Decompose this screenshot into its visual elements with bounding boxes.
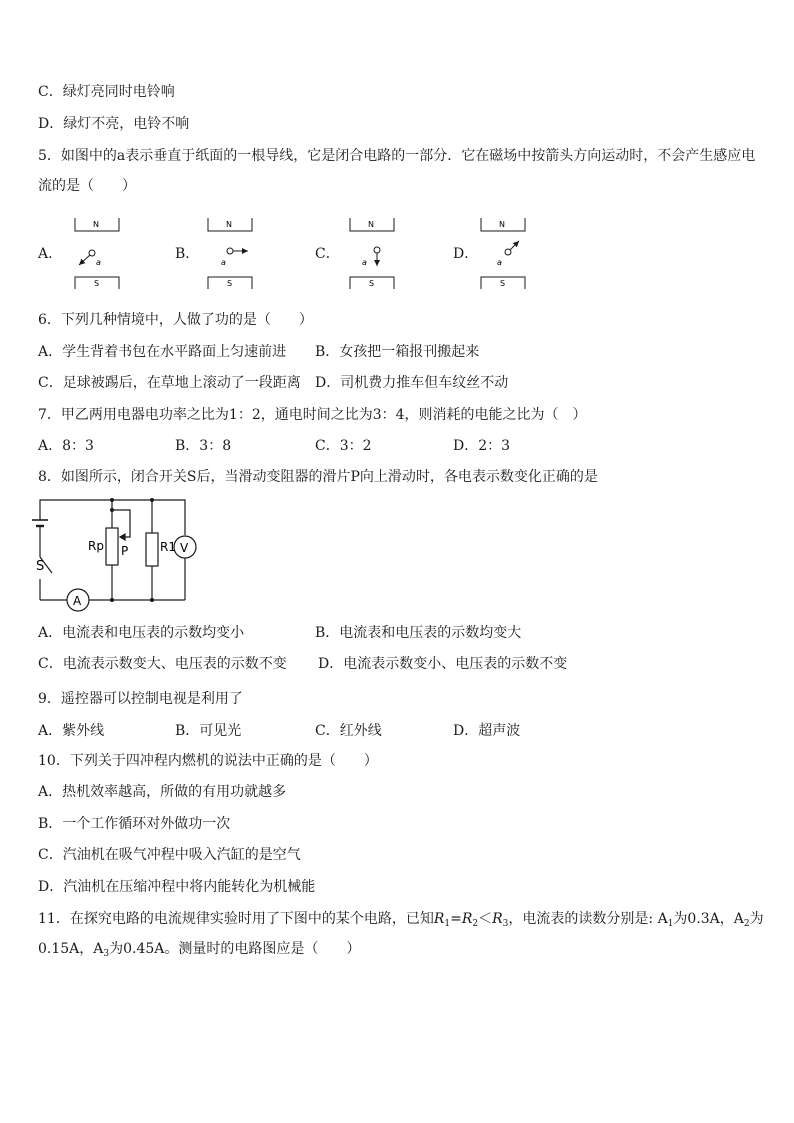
q5-label-d: D． (453, 246, 479, 262)
q5-figure-d (481, 218, 525, 289)
q6-option-c: C．足球被踢后，在草地上滚动了一段距离 (38, 375, 301, 391)
q8-option-d: D．电流表示数变小、电压表的示数不变 (318, 656, 568, 672)
q5-b-wire-label: a (221, 258, 226, 267)
q8-label-r1: R1 (160, 540, 176, 554)
q5-b-north-label: N (226, 220, 232, 229)
q10-option-a: A．热机效率越高，所做的有用功就越多 (38, 784, 287, 800)
q5-figure-a (75, 218, 119, 289)
q5-c-south-label: S (369, 279, 375, 288)
q5-d-south-label: S (500, 279, 506, 288)
q7-option-d: D．2：3 (453, 438, 511, 454)
q5-a-south-label: S (94, 279, 100, 288)
q10-option-b: B．一个工作循环对外做功一次 (38, 816, 231, 832)
q7-option-b: B．3：8 (175, 438, 232, 454)
q5-c-wire-label: a (362, 258, 367, 267)
q7-option-c: C．3：2 (315, 438, 372, 454)
q5-d-north-label: N (499, 220, 505, 229)
q6-option-b: B．女孩把一箱报刊搬起来 (315, 344, 480, 360)
q5-label-c: C． (315, 246, 340, 262)
q8-label-a: A (73, 594, 82, 608)
q11-stem-line1: 11．在探究电路的电流规律实验时用了下图中的某个电路，已知$R_1=R_2<R_3$，电流表的读数分别是: $A_1$为0.3A，$A_2$为 (38, 911, 764, 929)
q5-d-wire-label: a (497, 258, 502, 267)
q9-option-b: B．可见光 (175, 723, 242, 739)
q8-label-s: S (36, 559, 45, 574)
q6-option-d: D．司机费力推车但车纹丝不动 (315, 375, 509, 391)
q5-c-north-label: N (368, 220, 374, 229)
q5-stem-line2: 流的是（ ） (38, 178, 136, 194)
q11-stem-line2: 0.15A，$A_3$为0.45A。测量时的电路图应是（ ） (38, 941, 361, 959)
q9-option-a: A．紫外线 (38, 723, 105, 739)
q8-label-p: P (121, 544, 129, 558)
q5-figure-c (350, 218, 394, 289)
q8-stem: 8．如图所示，闭合开关S后，当滑动变阻器的滑片P向上滑动时，各电表示数变化正确的是 (38, 469, 598, 485)
q9-option-d: D．超声波 (453, 723, 521, 739)
q5-stem-line1: 5．如图中的a表示垂直于纸面的一根导线，它是闭合电路的一部分．它在磁场中按箭头方向运动时，不会产生感应电 (38, 148, 756, 164)
q8-option-c: C．电流表示数变大、电压表的示数不变 (38, 656, 287, 672)
q7-stem: 7．甲乙两用电器电功率之比为1：2，通电时间之比为3：4，则消耗的电能之比为（ ） (38, 407, 587, 423)
q8-option-b: B．电流表和电压表的示数均变大 (315, 625, 522, 641)
q10-option-d: D．汽油机在压缩冲程中将内能转化为机械能 (38, 879, 316, 895)
q8-label-v: V (180, 541, 189, 555)
q6-stem: 6．下列几种情境中，人做了功的是（ ） (38, 312, 313, 328)
q5-a-north-label: N (93, 220, 99, 229)
q8-label-rp: Rp (88, 539, 104, 553)
q5-label-b: B． (175, 246, 200, 262)
q5-magnet-figures (0, 210, 794, 300)
q9-stem: 9．遥控器可以控制电视是利用了 (38, 691, 243, 707)
q5-label-a: A． (38, 246, 63, 262)
q4-option-d: D．绿灯不亮，电铃不响 (38, 116, 190, 132)
q8-circuit-diagram (30, 495, 210, 615)
q5-b-south-label: S (227, 279, 233, 288)
q4-option-c: C．绿灯亮同时电铃响 (38, 84, 175, 100)
q10-stem: 10．下列关于四冲程内燃机的说法中正确的是（ ） (38, 753, 378, 769)
q6-option-a: A．学生背着书包在水平路面上匀速前进 (38, 344, 287, 360)
q9-option-c: C．红外线 (315, 723, 382, 739)
q8-option-a: A．电流表和电压表的示数均变小 (38, 625, 245, 641)
q10-option-c: C．汽油机在吸气冲程中吸入汽缸的是空气 (38, 847, 301, 863)
q5-figure-b (208, 218, 252, 289)
q5-a-wire-label: a (96, 258, 101, 267)
q7-option-a: A．8：3 (38, 438, 94, 454)
